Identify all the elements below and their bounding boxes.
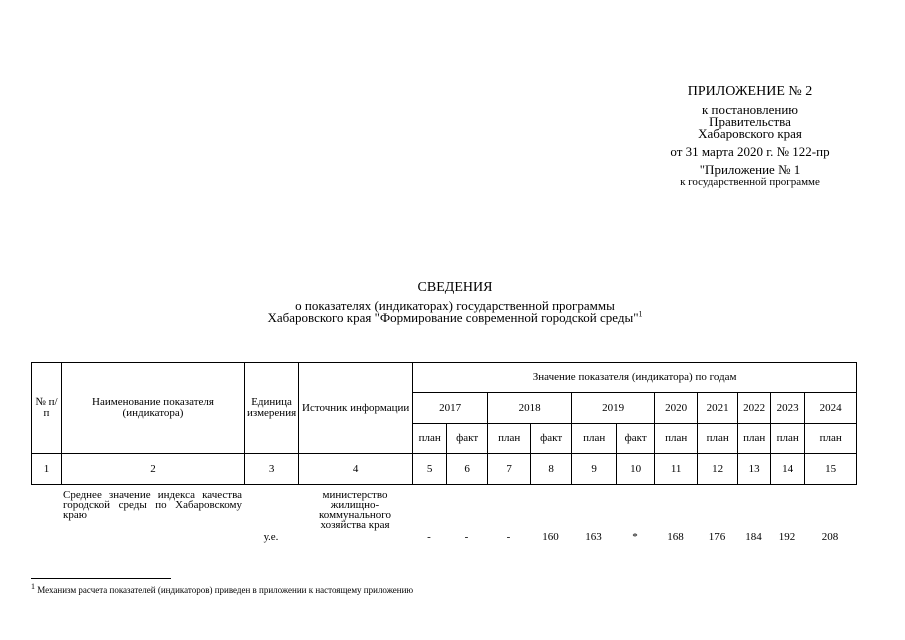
header-plan: план bbox=[738, 424, 771, 454]
column-number: 5 bbox=[413, 454, 447, 485]
indicator-value: 184 bbox=[745, 531, 762, 543]
column-number: 10 bbox=[617, 454, 655, 485]
indicator-source: министерство жилищно-коммунального хозяйства края bbox=[319, 489, 391, 531]
program-name: Хабаровского края "Формирование современной городской среды" bbox=[267, 310, 639, 325]
indicator-name: Среднее значение индекса качества городской среды по Хабаровскому краю bbox=[63, 489, 242, 521]
header-plan: план bbox=[805, 424, 857, 454]
indicators-table-body bbox=[31, 490, 856, 542]
column-number: 12 bbox=[698, 454, 738, 485]
column-number: 14 bbox=[771, 454, 805, 485]
column-number: 15 bbox=[805, 454, 857, 485]
header-values-by-year: Значение показателя (индикатора) по годам bbox=[413, 363, 857, 393]
annex-title: "Приложение № 1 bbox=[699, 162, 801, 177]
header-fact: факт bbox=[617, 424, 655, 454]
indicator-value: - bbox=[506, 531, 511, 543]
document-title: СВЕДЕНИЯ bbox=[417, 280, 493, 295]
indicators-table-header bbox=[31, 362, 857, 485]
header-unit: Единица измерения bbox=[245, 363, 299, 454]
column-number: 2 bbox=[62, 454, 245, 485]
header-year: 2018 bbox=[488, 393, 572, 424]
column-number: 1 bbox=[32, 454, 62, 485]
footnote bbox=[31, 582, 414, 595]
approval-title: ПРИЛОЖЕНИЕ № 2 bbox=[687, 84, 813, 99]
header-year: 2023 bbox=[771, 393, 805, 424]
header-source: Источник информации bbox=[299, 363, 413, 454]
approval-date: от 31 марта 2020 г. № 122-пр bbox=[670, 144, 830, 159]
column-number: 4 bbox=[299, 454, 413, 485]
indicator-value: 163 bbox=[585, 531, 602, 543]
indicator-value: - bbox=[464, 531, 469, 543]
annex-subtitle: к государственной программе bbox=[680, 176, 820, 188]
header-year: 2022 bbox=[738, 393, 771, 424]
approval-line: Правительства bbox=[709, 114, 791, 129]
indicator-unit: у.е. bbox=[263, 531, 279, 543]
header-fact: факт bbox=[447, 424, 488, 454]
indicator-value: 176 bbox=[708, 531, 726, 543]
column-number: 9 bbox=[572, 454, 617, 485]
table-row bbox=[31, 490, 856, 542]
indicator-value: 192 bbox=[778, 531, 796, 543]
header-year: 2024 bbox=[805, 393, 857, 424]
approval-line: Хабаровского края bbox=[698, 126, 802, 141]
column-number: 3 bbox=[245, 454, 299, 485]
document-heading bbox=[200, 280, 710, 324]
footnote-text: Механизм расчета показателей (индикаторов) приведен в приложении к настоящему приложению bbox=[37, 585, 414, 595]
document-subtitle-line bbox=[200, 309, 710, 325]
header-number: № п/п bbox=[32, 363, 62, 454]
header-plan: план bbox=[655, 424, 698, 454]
header-indicator-name: Наименование показателя (индикатора) bbox=[62, 363, 245, 454]
footnote-marker: 1 bbox=[638, 309, 643, 319]
header-year: 2020 bbox=[655, 393, 698, 424]
header-fact: факт bbox=[531, 424, 572, 454]
header-year: 2017 bbox=[413, 393, 488, 424]
column-number: 8 bbox=[531, 454, 572, 485]
header-plan: план bbox=[572, 424, 617, 454]
header-plan: план bbox=[413, 424, 447, 454]
indicator-value: 168 bbox=[667, 531, 684, 543]
header-year: 2019 bbox=[572, 393, 655, 424]
footnote-mark: 1 bbox=[31, 582, 35, 591]
header-year: 2021 bbox=[698, 393, 738, 424]
header-plan: план bbox=[698, 424, 738, 454]
column-number: 6 bbox=[447, 454, 488, 485]
document-subtitle-line: о показателях (индикаторах) государственной программы bbox=[295, 298, 615, 313]
header-plan: план bbox=[771, 424, 805, 454]
approval-line: к постановлению bbox=[701, 102, 799, 117]
indicator-value: 208 bbox=[821, 531, 839, 543]
indicator-value: 160 bbox=[542, 531, 559, 543]
header-plan: план bbox=[488, 424, 531, 454]
footnote-separator bbox=[31, 578, 171, 579]
indicator-value: * bbox=[632, 531, 638, 543]
column-number: 11 bbox=[655, 454, 698, 485]
column-number: 7 bbox=[488, 454, 531, 485]
approval-block bbox=[600, 86, 900, 188]
column-number: 13 bbox=[738, 454, 771, 485]
indicator-value: - bbox=[427, 531, 431, 543]
